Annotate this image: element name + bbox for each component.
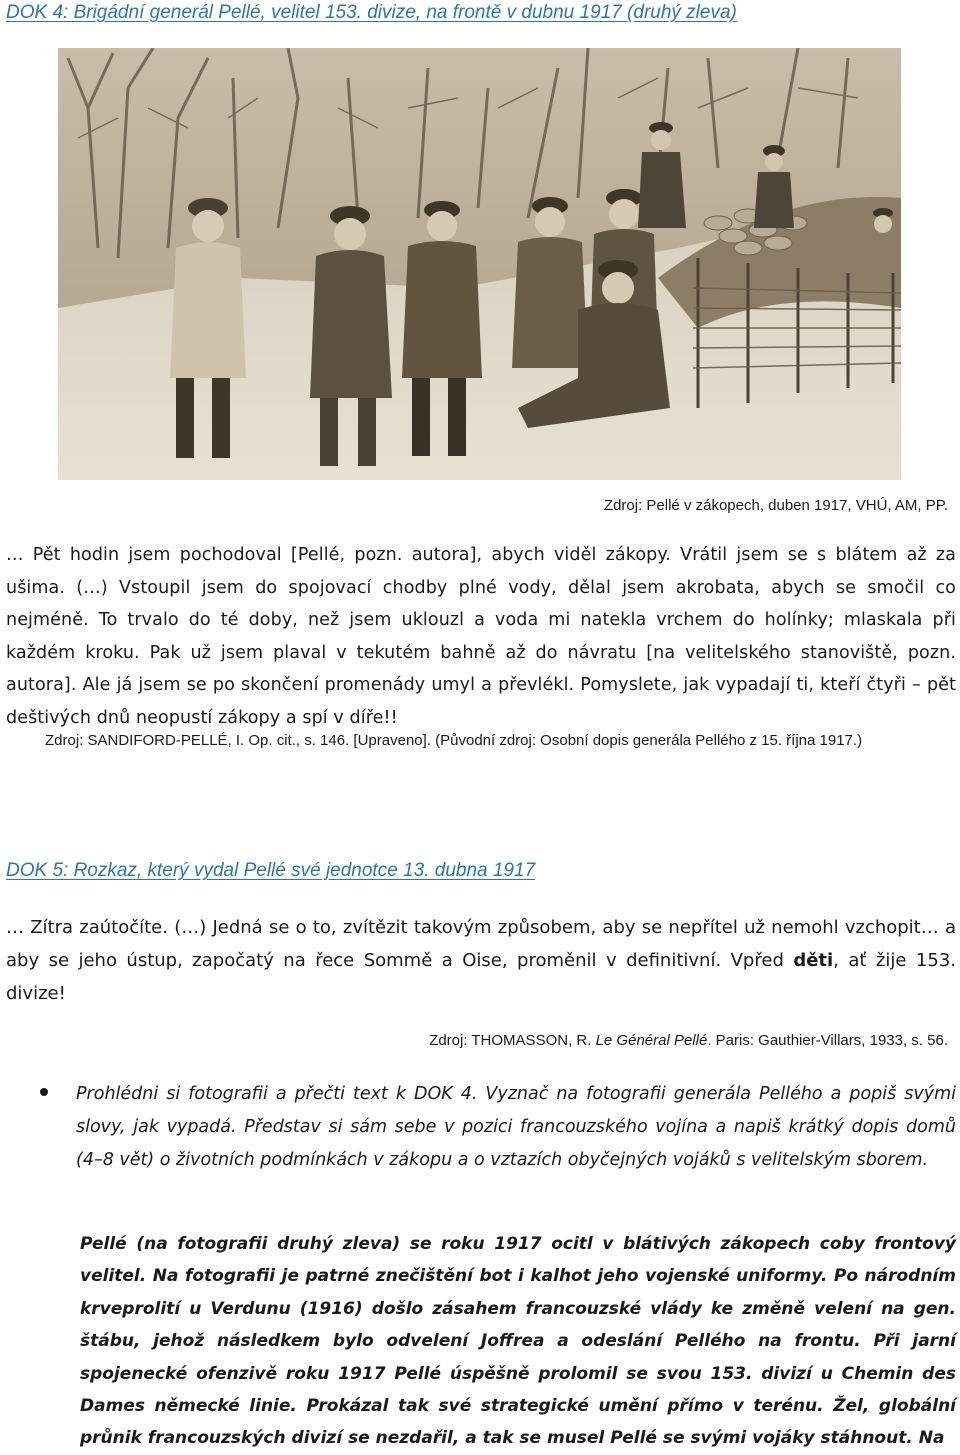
dok5-text-before: … Zítra zaútočíte. (…) Jedná se o to, zvítězit takovým způsobem, aby se nepřítel už nemohl vzchopit… a aby se jeho ústup, započatý na řece Sommě a Oise, proměnil v definitivní. Vpřed [6,917,956,971]
historical-photo [58,48,901,480]
dok5-text-after: , ať žije 153. divize! [6,950,956,1004]
dok4-source: Zdroj: SANDIFORD-PELLÉ, I. Op. cit., s. 146. [Upraveno]. (Původní zdroj: Osobní dopis generála Pellého z 15. října 1917.) [45,732,863,749]
dok5-quote-text [6,911,956,1010]
task-instruction: Prohlédni si fotografii a přečti text k DOK 4. Vyznač na fotografii generála Pellého a popiš svými slovy, jak vypadá. Představ si sám sebe v pozici francouzského vojína a napiš krátký dopis domů (4–8 vět) o životních podmínkách v zákopu a o vztazích obyčejných vojáků s velitelským sborem. [76,1084,956,1170]
dok4-heading[interactable]: DOK 4: Brigádní generál Pellé, velitel 153. divize, na frontě v dubnu 1917 (druhý zleva) [6,2,737,23]
answer-text: Pellé (na fotografii druhý zleva) se roku 1917 ocitl v blátivých zákopech coby frontový velitel. Na fotografii je patrné znečištění bot i kalhot jeho vojenské uniformy. Po národním krveprolití u Verdunu (1916) došlo zásahem francouzské vlády ke změně velení na gen. štábu, jehož následkem bylo odvelení Joffrea a odeslání Pellého na frontu. Při jarní spojenecké ofenzivě roku 1917 Pellé úspěšně prolomil se svou 153. divizí u Chemin des Dames německé linie. Prokázal tak své strategické umění přímo v terénu. Žel, globální průnik francouzských divizí se nezdařil, a tak se musel Pellé se svými vojáky stáhnout. Na [80,1234,956,1449]
bullet-icon [40,1088,48,1096]
dok5-source [429,1032,948,1049]
dok5-source-title: Le Général Pellé [595,1032,708,1049]
dok5-text-bold: děti [793,950,834,971]
dok4-quote-text: … Pět hodin jsem pochodoval [Pellé, pozn. autora], abych viděl zákopy. Vrátil jsem se s blátem až za ušima. (…) Vstoupil jsem do spojovací chodby plné vody, dělal jsem akrobata, abych se smočil co nejméně. To trvalo do té doby, než jsem uklouzl a voda mi natekla vrchem do holínky; mlaskala při každém kroku. Pak už jsem plaval v tekutém bahně až do návratu [na velitelského stanoviště, pozn. autora]. Ale já jsem se po skončení promenády umyl a převlékl. Pomyslete, jak vypadají ti, kteří čtyři – pět deštivých dnů neopustí zákopy a spí v díře!! [6,545,956,728]
photo-source-caption: Zdroj: Pellé v zákopech, duben 1917, VHÚ, AM, PP. [603,497,948,514]
dok5-source-prefix: Zdroj: THOMASSON, R. [429,1032,596,1049]
dok5-source-suffix: . Paris: Gauthier-Villars, 1933, s. 56. [707,1032,948,1049]
dok5-heading[interactable]: DOK 5: Rozkaz, který vydal Pellé své jednotce 13. dubna 1917 [6,860,536,881]
